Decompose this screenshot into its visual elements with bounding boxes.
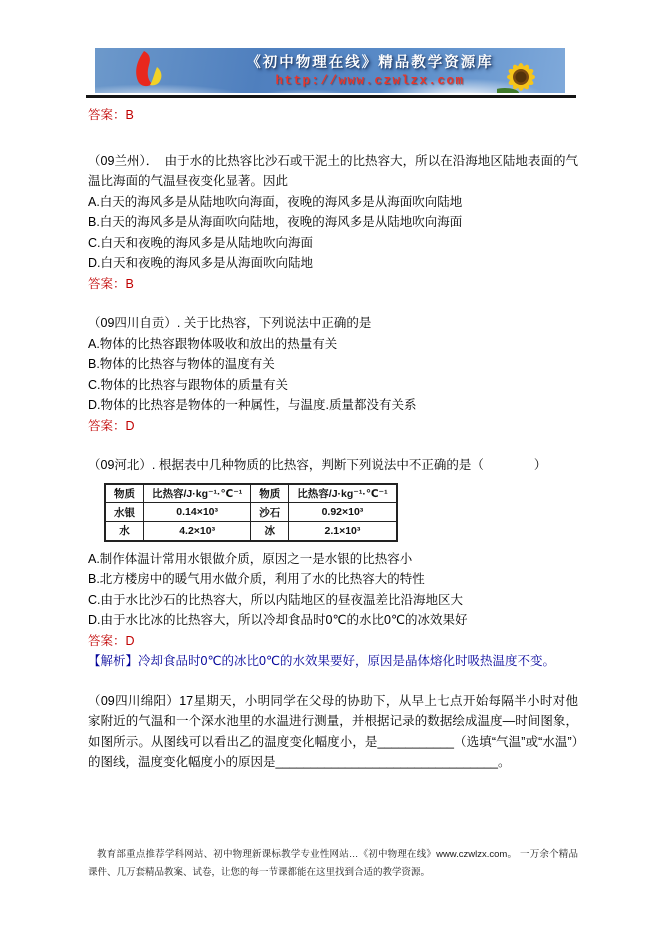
table-cell: 水 [105,522,144,541]
question-stem: （09河北）. 根据表中几种物质的比热容，判断下列说法中不正确的是（ ） [88,458,547,472]
option-b: B.白天的海风多是从海面吹向陆地，夜晚的海风多是从陆地吹向海面 [88,215,463,229]
question-stem: （09四川绵阳）17星期天，小明同学在父母的协助下，从早上七点开始每隔半小时对他家附近的气温和一个深水池里的水温进行测量，并根据记录的数据绘成温度—时间图象，如图所示。从图线可以看出乙的温度变化幅度小，是___________（选填“气温”或“水温”）的图线，温度变化幅度小的原因是________________________________。 [88,693,578,769]
banner-url-link[interactable]: http://www.czwlzx.com [275,74,465,88]
question-mianyang [88,691,578,773]
question-stem: （09四川自贡）. 关于比热容，下列说法中正确的是 [88,316,372,330]
banner-divider [86,95,576,98]
option-d: D.由于水比冰的比热容大，所以冷却食品时0℃的水比0℃的冰效果好 [88,613,468,627]
table-cell: 水银 [105,503,144,522]
table-header-cell: 物质 [251,484,289,503]
answer-line: 答案：B [88,276,134,291]
site-banner [95,48,565,93]
table-cell: 4.2×10³ [144,522,251,541]
question-hebei [88,455,578,672]
question-zigong [88,313,578,436]
answer-line: 答案：D [88,418,135,433]
option-a: A.物体的比热容跟物体吸收和放出的热量有关 [88,336,338,351]
specific-heat-table [104,483,398,542]
table-cell: 2.1×10³ [289,522,397,541]
banner-text-group [205,51,535,88]
option-a: A.制作体温计常用水银做介质，原因之一是水银的比热容小 [88,551,413,566]
option-c: C.白天和夜晚的海风多是从陆地吹向海面 [88,235,314,250]
option-b: B.北方楼房中的暖气用水做介质，利用了水的比热容大的特性 [88,572,425,586]
footer-text: 教育部重点推荐学科网站、初中物理新课标教学专业性网站…《初中物理在线》www.czwlzx.com。 一万余个精品课件、几万套精品教案、试卷，让您的每一节课都能在这里找到合适的教学资源。 [88,849,578,878]
option-b: B.物体的比热容与物体的温度有关 [88,357,275,371]
table-cell: 沙石 [251,503,289,522]
document-content [88,48,578,773]
option-d: D.物体的比热容是物体的一种属性，与温度.质量都没有关系 [88,398,417,412]
option-c: C.物体的比热容与跟物体的质量有关 [88,377,289,392]
table-row [105,522,397,541]
option-d: D.白天和夜晚的海风多是从海面吹向陆地 [88,256,314,270]
analysis-line: 【解析】冷却食品时0℃的冰比0℃的水效果要好，原因是晶体熔化时吸热温度不变。 [88,654,555,668]
table-cell: 冰 [251,522,289,541]
question-stem: （09兰州）． 由于水的比热容比沙石或干泥土的比热容大，所以在沿海地区陆地表面的气温比海面的气温昼夜变化显著。因此 [88,153,578,188]
table-header-cell: 比热容/J·kg⁻¹·℃⁻¹ [144,484,251,503]
answer-line: 答案：B [88,108,134,122]
sunflower-icon [497,53,545,93]
site-logo-icon [127,50,173,92]
table-row [105,503,397,522]
banner-title: 《初中物理在线》精品教学资源库 [246,55,494,71]
question-lanzhou [88,151,578,295]
option-a: A.白天的海风多是从陆地吹向海面，夜晚的海风多是从海面吹向陆地 [88,194,463,209]
table-cell: 0.14×10³ [144,503,251,522]
option-c: C.由于水比沙石的比热容大，所以内陆地区的昼夜温差比沿海地区大 [88,592,464,607]
table-header-cell: 物质 [105,484,144,503]
table-header-cell: 比热容/J·kg⁻¹·℃⁻¹ [289,484,397,503]
table-cell: 0.92×10³ [289,503,397,522]
answer-line: 答案：D [88,633,135,648]
table-header-row [105,484,397,503]
